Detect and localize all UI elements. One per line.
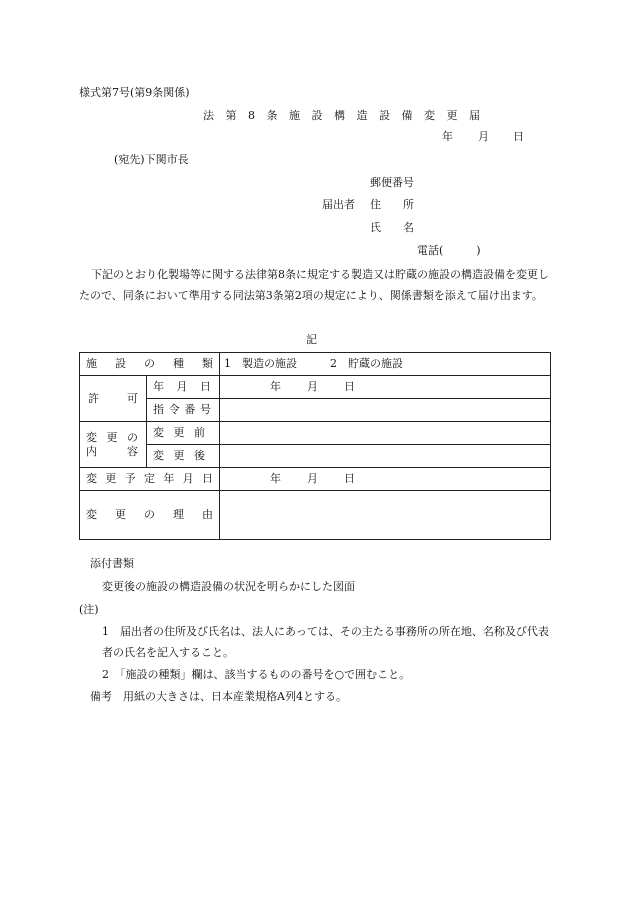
before-value[interactable] bbox=[220, 422, 551, 445]
after-value[interactable] bbox=[220, 445, 551, 468]
notes-heading: (注) bbox=[79, 603, 99, 616]
facility-type-row bbox=[80, 353, 551, 376]
change-content-label: 変 更 の 内 容 bbox=[80, 422, 147, 468]
permit-label: 許 可 bbox=[80, 376, 147, 422]
permit-number-label: 指 令 番 号 bbox=[147, 399, 220, 422]
reason-row bbox=[80, 491, 551, 540]
name-label: 氏 名 bbox=[370, 221, 414, 234]
permit-date-row bbox=[80, 376, 551, 399]
reason-label: 変 更 の 理 由 bbox=[80, 491, 220, 540]
addressee: (宛先)下関市長 bbox=[114, 153, 189, 166]
record-heading: 記 bbox=[306, 333, 317, 346]
note-1: 1 届出者の住所及び氏名は、法人にあっては、その主たる事務所の所在地、名称及び代表者の氏名を記入すること。 bbox=[102, 625, 549, 659]
permit-number-value[interactable] bbox=[220, 399, 551, 422]
change-before-row bbox=[80, 422, 551, 445]
change-after-row bbox=[80, 445, 551, 468]
body-text: 下記のとおり化製場等に関する法律第8条に規定する製造又は貯蔵の施設の構造設備を変更したので、同条において準用する同法第3条第2項の規定により、関係書類を添えて届け出ます。 bbox=[79, 268, 549, 302]
planned-date-value[interactable]: 年 月 日 bbox=[220, 468, 551, 491]
permit-date-label: 年 月 日 bbox=[147, 376, 220, 399]
remarks: 備考 用紙の大きさは、日本産業規格A列4とする。 bbox=[90, 690, 347, 703]
notifier-label: 届出者 bbox=[322, 198, 355, 211]
date-year-label: 年 bbox=[442, 130, 453, 143]
form-number: 様式第7号(第9条関係) bbox=[79, 86, 190, 99]
reason-value[interactable] bbox=[220, 491, 551, 540]
attachments-heading: 添付書類 bbox=[90, 557, 134, 570]
note-2: 2 「施設の種類」欄は、該当するものの番号を○で囲むこと。 bbox=[102, 668, 411, 681]
planned-date-label: 変 更 予 定 年 月 日 bbox=[80, 468, 220, 491]
address-label: 住 所 bbox=[370, 198, 414, 211]
date-month-label: 月 bbox=[478, 130, 489, 143]
date-day-label: 日 bbox=[513, 130, 524, 143]
attachments-item: 変更後の施設の構造設備の状況を明らかにした図面 bbox=[102, 580, 355, 593]
form-table bbox=[79, 352, 551, 540]
after-label: 変 更 後 bbox=[147, 445, 220, 468]
facility-type-value[interactable]: 1 製造の施設 2 貯蔵の施設 bbox=[220, 353, 551, 376]
phone-label: 電話( ) bbox=[417, 244, 481, 257]
before-label: 変 更 前 bbox=[147, 422, 220, 445]
page-title: 法 第 8 条 施 設 構 造 設 備 変 更 届 bbox=[203, 109, 484, 122]
permit-date-value[interactable]: 年 月 日 bbox=[220, 376, 551, 399]
facility-type-label: 施 設 の 種 類 bbox=[80, 353, 220, 376]
postal-code-label: 郵便番号 bbox=[370, 176, 414, 189]
permit-number-row bbox=[80, 399, 551, 422]
planned-date-row bbox=[80, 468, 551, 491]
